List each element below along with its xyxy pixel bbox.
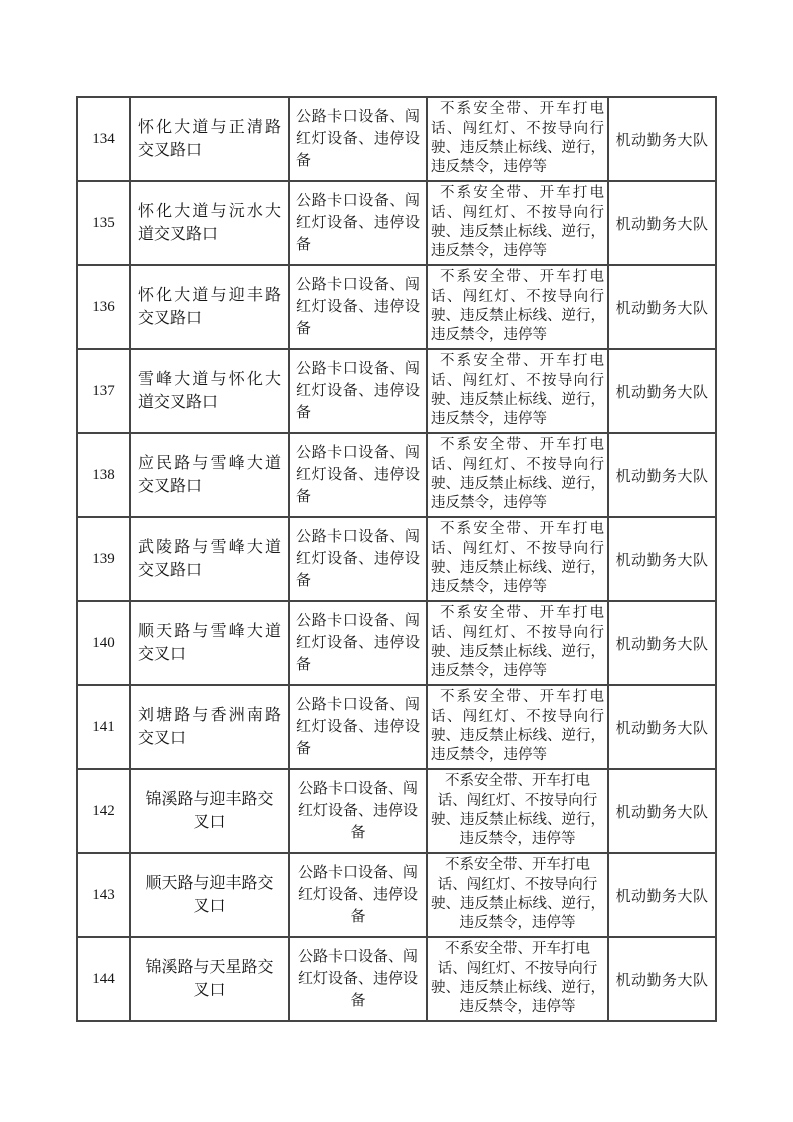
row-number-cell: 143 (77, 853, 130, 937)
equipment-cell: 公路卡口设备、闯 红灯设备、违停设 备 (289, 349, 427, 433)
table-row (77, 601, 716, 685)
equipment-cell: 公路卡口设备、闯 红灯设备、违停设 备 (289, 937, 427, 1021)
location-cell: 怀化大道与迎丰路 交叉路口 (130, 265, 289, 349)
location-cell: 刘塘路与香洲南路 交叉口 (130, 685, 289, 769)
department-cell: 机动勤务大队 (608, 601, 716, 685)
table-row (77, 769, 716, 853)
table-row (77, 937, 716, 1021)
row-number-cell: 136 (77, 265, 130, 349)
row-number-cell: 139 (77, 517, 130, 601)
location-cell: 怀化大道与正清路 交叉路口 (130, 97, 289, 181)
equipment-cell: 公路卡口设备、闯 红灯设备、违停设 备 (289, 853, 427, 937)
location-cell: 顺天路与迎丰路交 叉口 (130, 853, 289, 937)
table-row (77, 97, 716, 181)
department-cell: 机动勤务大队 (608, 181, 716, 265)
traffic-monitoring-table (76, 96, 717, 1022)
equipment-cell: 公路卡口设备、闯 红灯设备、违停设 备 (289, 181, 427, 265)
equipment-cell: 公路卡口设备、闯 红灯设备、违停设 备 (289, 601, 427, 685)
table-row (77, 685, 716, 769)
row-number-cell: 137 (77, 349, 130, 433)
department-cell: 机动勤务大队 (608, 265, 716, 349)
violations-cell: 不系安全带、开车打电 话、闯红灯、不按导向行 驶、违反禁止标线、逆行， 违反禁令，违停等 (427, 601, 608, 685)
violations-cell: 不系安全带、开车打电 话、闯红灯、不按导向行 驶、违反禁止标线、逆行， 违反禁令，违停等 (427, 517, 608, 601)
row-number-cell: 138 (77, 433, 130, 517)
table-row (77, 265, 716, 349)
department-cell: 机动勤务大队 (608, 349, 716, 433)
row-number-cell: 134 (77, 97, 130, 181)
location-cell: 应民路与雪峰大道 交叉路口 (130, 433, 289, 517)
row-number-cell: 135 (77, 181, 130, 265)
department-cell: 机动勤务大队 (608, 97, 716, 181)
violations-cell: 不系安全带、开车打电 话、闯红灯、不按导向行 驶、违反禁止标线、逆行， 违反禁令，违停等 (427, 769, 608, 853)
location-cell: 雪峰大道与怀化大 道交叉路口 (130, 349, 289, 433)
location-cell: 锦溪路与迎丰路交 叉口 (130, 769, 289, 853)
equipment-cell: 公路卡口设备、闯 红灯设备、违停设 备 (289, 265, 427, 349)
equipment-cell: 公路卡口设备、闯 红灯设备、违停设 备 (289, 769, 427, 853)
table-row (77, 433, 716, 517)
location-cell: 怀化大道与沅水大 道交叉路口 (130, 181, 289, 265)
location-cell: 锦溪路与天星路交 叉口 (130, 937, 289, 1021)
row-number-cell: 141 (77, 685, 130, 769)
department-cell: 机动勤务大队 (608, 937, 716, 1021)
department-cell: 机动勤务大队 (608, 853, 716, 937)
violations-cell: 不系安全带、开车打电 话、闯红灯、不按导向行 驶、违反禁止标线、逆行， 违反禁令，违停等 (427, 433, 608, 517)
row-number-cell: 144 (77, 937, 130, 1021)
equipment-cell: 公路卡口设备、闯 红灯设备、违停设 备 (289, 433, 427, 517)
equipment-cell: 公路卡口设备、闯 红灯设备、违停设 备 (289, 685, 427, 769)
violations-cell: 不系安全带、开车打电 话、闯红灯、不按导向行 驶、违反禁止标线、逆行， 违反禁令，违停等 (427, 685, 608, 769)
violations-cell: 不系安全带、开车打电 话、闯红灯、不按导向行 驶、违反禁止标线、逆行， 违反禁令，违停等 (427, 937, 608, 1021)
table-row (77, 853, 716, 937)
table-row (77, 349, 716, 433)
department-cell: 机动勤务大队 (608, 685, 716, 769)
location-cell: 顺天路与雪峰大道 交叉口 (130, 601, 289, 685)
equipment-cell: 公路卡口设备、闯 红灯设备、违停设 备 (289, 517, 427, 601)
violations-cell: 不系安全带、开车打电 话、闯红灯、不按导向行 驶、违反禁止标线、逆行， 违反禁令，违停等 (427, 97, 608, 181)
violations-cell: 不系安全带、开车打电 话、闯红灯、不按导向行 驶、违反禁止标线、逆行， 违反禁令，违停等 (427, 853, 608, 937)
row-number-cell: 142 (77, 769, 130, 853)
violations-cell: 不系安全带、开车打电 话、闯红灯、不按导向行 驶、违反禁止标线、逆行， 违反禁令，违停等 (427, 349, 608, 433)
department-cell: 机动勤务大队 (608, 769, 716, 853)
department-cell: 机动勤务大队 (608, 517, 716, 601)
violations-cell: 不系安全带、开车打电 话、闯红灯、不按导向行 驶、违反禁止标线、逆行， 违反禁令，违停等 (427, 265, 608, 349)
department-cell: 机动勤务大队 (608, 433, 716, 517)
row-number-cell: 140 (77, 601, 130, 685)
equipment-cell: 公路卡口设备、闯 红灯设备、违停设 备 (289, 97, 427, 181)
violations-cell: 不系安全带、开车打电 话、闯红灯、不按导向行 驶、违反禁止标线、逆行， 违反禁令，违停等 (427, 181, 608, 265)
location-cell: 武陵路与雪峰大道 交叉路口 (130, 517, 289, 601)
table-row (77, 181, 716, 265)
table-row (77, 517, 716, 601)
